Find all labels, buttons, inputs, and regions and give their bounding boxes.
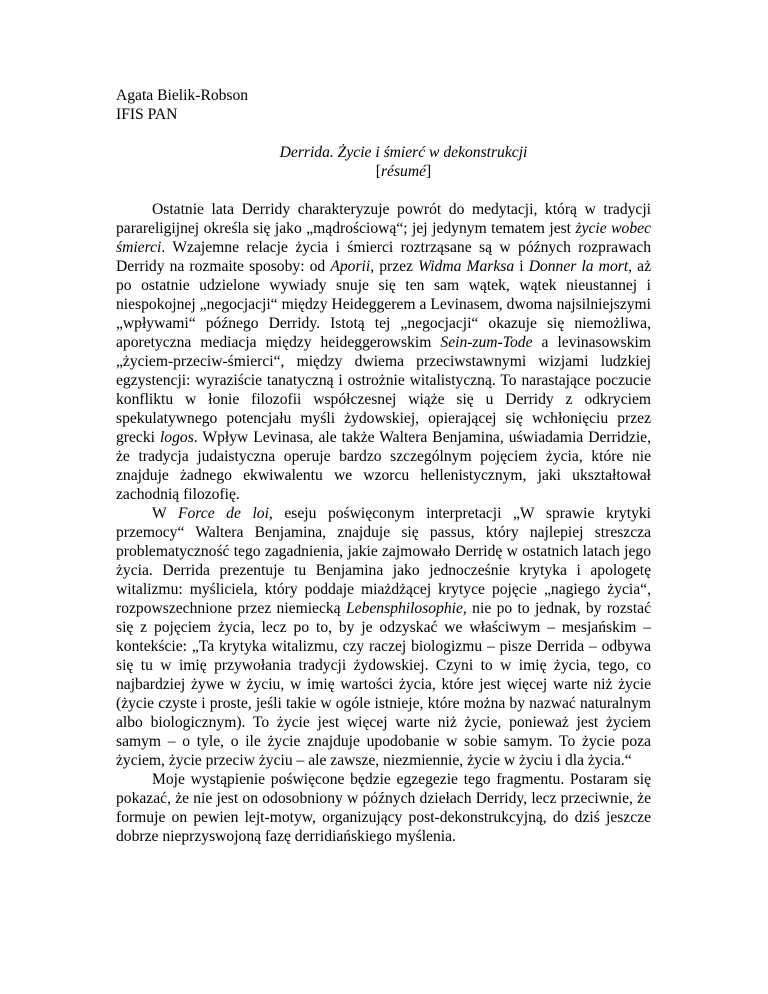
text-segment: , aż po ostatnie udzielone wywiady snuje się ten sam wątek, wątek nieustannej i niespokojnej „negocjacji“ między Heideggerem a Levinasem, dwoma najsilniejszymi „wpływami“ późnego Derridy. Istotą tej „negocjacji“ okazuje się niemożliwa, aporetyczna mediacja między heideggerowskim xyxy=(116,258,652,351)
text-segment: . Wpływ Levinasa, ale także Waltera Benjamina, uświadamia Derridzie, że tradycja judaistyczna operuje bardzo szczególnym pojęciem życia, które nie znajduje żadnego ekwiwalentu we wzorcu hellenistycznym, jaki ukształtował zachodnią filozofię. xyxy=(116,429,651,503)
subtitle-bracket-close: ] xyxy=(426,163,432,180)
italic-text-segment: Aporii xyxy=(330,258,371,275)
document-title: Derrida. Życie i śmierć w dekonstrukcji xyxy=(279,144,528,161)
text-segment: , przez xyxy=(370,258,419,275)
italic-text-segment: życie wobec śmierci xyxy=(116,220,651,256)
italic-text-segment: Donner la mort xyxy=(528,258,629,275)
text-segment: Moje wystąpienie poświęcone będzie egzegezie tego fragmentu. Postaram się pokazać, że nie jest on odosobniony w późnych dziełach Derridy, lecz przeciwnie, że formuje on pewien lejt-motyw, organizujący post-dekonstrukcyjną, do dziś jeszcze dobrze nieprzyswojoną fazę derridiańskiego myślenia. xyxy=(116,771,651,845)
body-text xyxy=(116,200,651,846)
text-segment: , eseju poświęconym interpretacji „W sprawie krytyki przemocy“ Waltera Benjamina, znajduje się passus, który najlepiej streszcza problematyczność tego zagadnienia, jakie zajmowało Derridę w ostatnich latach jego życia. Derrida prezentuje tu Benjamina jako jednocześnie krytyka i apologetę witalizmu: myśliciela, który poddaje miażdżącej krytyce pojęcie „nagiego życia“, rozpowszechnione przez niemiecką xyxy=(116,505,651,617)
body-paragraph xyxy=(116,504,651,770)
subtitle-text: résumé xyxy=(380,163,427,180)
subtitle-bracket-open: [ xyxy=(375,163,381,180)
italic-text-segment: Sein-zum-Tode xyxy=(440,334,533,351)
text-segment: . Wzajemne relacje życia i śmierci roztrząsane są w późnych rozprawach Derridy na rozmaite sposoby: od xyxy=(116,239,651,275)
text-segment: Ostatnie lata Derridy charakteryzuje powrót do medytacji, którą w tradycji parareligijnej określa się jako „mądrościową“; jej jedynym tematem jest xyxy=(116,201,651,237)
italic-text-segment: Lebensphilosophie xyxy=(345,600,463,617)
text-segment: i xyxy=(514,258,529,275)
text-segment: , nie po to jednak, by rozstać się z pojęciem życia, lecz po to, by je odzyskać we właściwym – mesjańskim – kontekście: „Ta krytyka witalizmu, czy raczej biologizmu – pisze Derrida – odbywa się tu w imię przywołania tradycji żydowskiej. Czyni to w imię życia, tego, co najbardziej żywe w życiu, w imię wartości życia, które jest więcej warte niż życie (życie czyste i proste, jeśli takie w ogóle istnieje, które można by nazwać naturalnym albo biologicznym). To życie jest więcej warte niż życie, ponieważ jest życiem samym – o tyle, o ile życie znajduje upodobanie w sobie samym. To życie poza życiem, życie przeciw życiu – ale zawsze, niezmiennie, życie w życiu i dla życia.“ xyxy=(116,600,651,769)
text-segment: a levinasowskim „życiem-przeciw-śmierci“, między dwiema przeciwstawnymi wizjami ludzkiej egzystencji: wyraziście tanatyczną i ostrożnie witalistyczną. To narastające poczucie konfliktu w łonie filozofii współczesnej wiąże się u Derridy z odkryciem spekulatywnego potencjału myśli żydowskiej, opierającej się wchłonięciu przez grecki xyxy=(116,334,652,446)
italic-text-segment: Force de loi xyxy=(177,505,269,522)
body-paragraph xyxy=(116,770,651,846)
body-paragraph xyxy=(116,200,651,504)
italic-text-segment: logos xyxy=(159,429,194,446)
document-subtitle xyxy=(156,162,651,181)
text-segment: W xyxy=(152,505,178,522)
author-institution: IFIS PAN xyxy=(116,106,178,123)
author-name: Agata Bielik-Robson xyxy=(116,87,249,104)
author-block xyxy=(116,86,651,124)
italic-text-segment: Widma Marksa xyxy=(418,258,515,275)
document-page xyxy=(116,86,651,846)
title-block xyxy=(116,143,651,181)
